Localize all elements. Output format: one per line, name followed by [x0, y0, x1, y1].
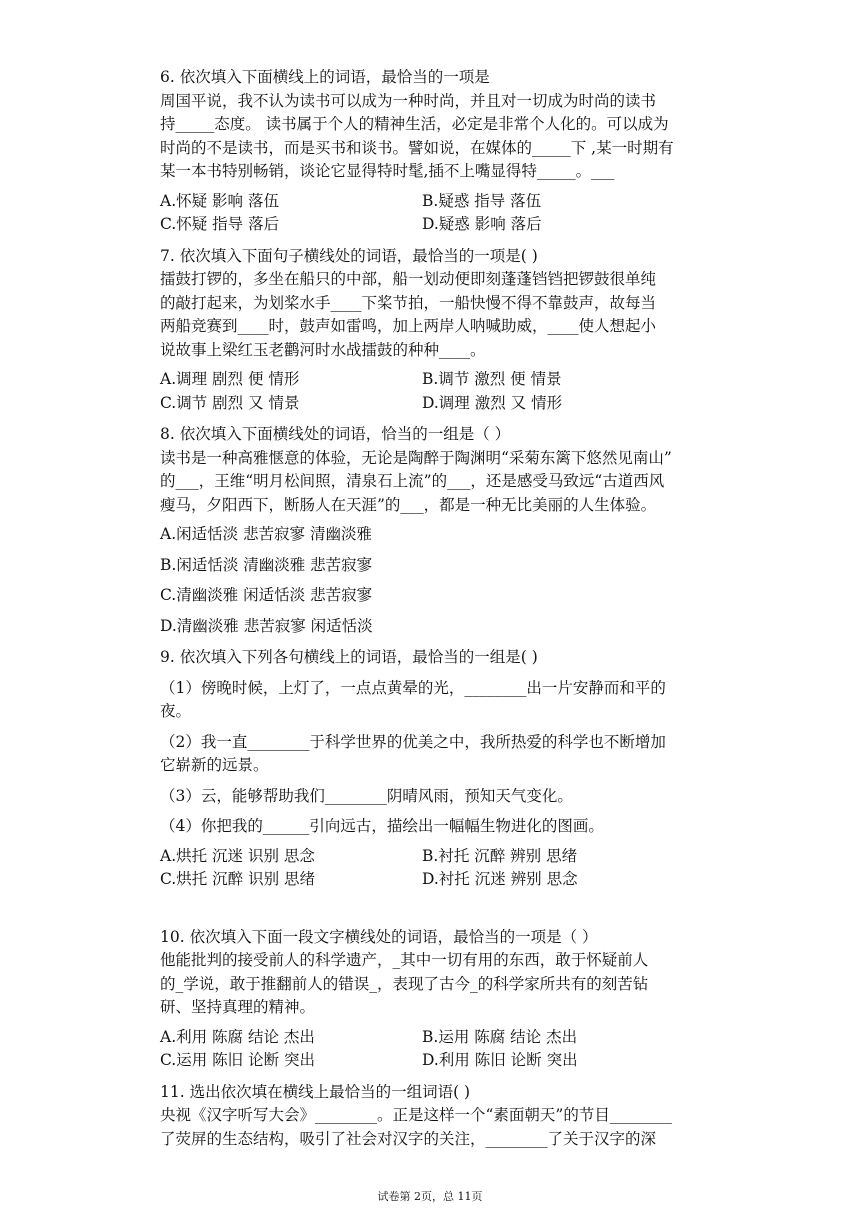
question-7: [160, 245, 740, 416]
question-title: 9. 依次填入下列各句横线上的词语，最恰当的一组是( ): [160, 648, 538, 666]
passage-line: 它崭新的远景。: [160, 756, 269, 774]
passage-line: 擂鼓打锣的，多坐在船只的中部，船一划动便即刻蓬蓬铛铛把锣鼓很单纯: [160, 270, 657, 288]
question-title: 6. 依次填入下面横线上的词语，最恰当的一项是: [160, 68, 490, 86]
question-8: [160, 423, 740, 638]
passage-line: 的敲打起来，为划桨水手____下桨节拍，一船快慢不得不靠鼓声，故每当: [160, 293, 657, 312]
option-d: D.利用 陈旧 论断 突出: [422, 1051, 578, 1069]
passage-line: 央视《汉字听写大会》________。正是这样一个“素面朝天”的节目________: [160, 1106, 672, 1124]
options: [160, 190, 740, 237]
option-c: C.怀疑 指导 落后: [160, 215, 280, 233]
passage-line: 持_____态度。 读书属于个人的精神生活，必定是非常个人化的。可以成为: [160, 115, 669, 133]
option-c: C.清幽淡雅 闲适恬淡 悲苦寂寥: [160, 586, 373, 604]
option-a: A.利用 陈腐 结论 杰出: [160, 1027, 315, 1046]
option-b: B.闲适恬淡 清幽淡雅 悲苦寂寥: [160, 555, 373, 574]
option-a: A.烘托 沉迷 识别 思念: [160, 846, 315, 865]
passage-line: 的___，王维“明月松间照，清泉石上流”的___，还是感受马致远“古道西风: [160, 472, 665, 490]
passage-line: 说故事上梁红玉老鹳河时水战擂鼓的种种____。: [160, 340, 486, 359]
exam-page: [160, 66, 740, 1159]
spacer: [160, 900, 740, 926]
passage-line: （4）你把我的______引向远古，描绘出一幅幅生物进化的图画。: [160, 817, 604, 835]
options: [160, 845, 740, 892]
passage-line: （3）云，能够帮助我们________阴晴风雨，预知天气变化。: [160, 786, 573, 805]
sub-item-2: [160, 731, 740, 778]
passage-line: 夜。: [160, 702, 192, 720]
option-c: C.烘托 沉醉 识别 思绪: [160, 870, 316, 888]
option-b: B.调节 激烈 便 情景: [422, 370, 562, 388]
options: [160, 1026, 740, 1073]
option-a: A.调理 剧烈 便 情形: [160, 370, 300, 388]
option-c: C.调节 剧烈 又 情景: [160, 393, 300, 412]
passage-line: 的_学说，敢于推翻前人的错误_，表现了古今_的科学家所共有的刻苦钻: [160, 974, 649, 993]
sub-item-3: [160, 785, 740, 809]
question-title: 10. 依次填入下面一段文字横线处的词语，最恰当的一项是（ ）: [160, 927, 598, 946]
option-b: B.疑惑 指导 落伍: [422, 191, 542, 210]
passage-line: 了荧屏的生态结构，吸引了社会对汉字的关注，________了关于汉字的深: [160, 1129, 657, 1148]
option-d: D.清幽淡雅 悲苦寂寥 闲适恬淡: [160, 616, 373, 635]
passage-line: 研、坚持真理的精神。: [160, 998, 316, 1016]
passage-line: 两船竞赛到____时，鼓声如雷鸣，加上两岸人呐喊助威，____使人想起小: [160, 317, 657, 335]
option-d: D.衬托 沉迷 辨别 思念: [422, 870, 578, 888]
options: [160, 368, 740, 415]
passage-line: 周国平说，我不认为读书可以成为一种时尚，并且对一切成为时尚的读书: [160, 91, 657, 110]
options: [160, 523, 740, 638]
sub-item-1: [160, 677, 740, 724]
passage-line: 瘦马，夕阳西下，断肠人在天涯”的___，都是一种无比美丽的人生体验。: [160, 495, 657, 514]
passage-line: 他能批判的接受前人的科学遗产，_其中一切有用的东西，敢于怀疑前人: [160, 951, 649, 969]
option-d: D.疑惑 影响 落后: [422, 215, 542, 233]
question-6: [160, 66, 740, 237]
option-d: D.调理 激烈 又 情形: [422, 393, 563, 412]
question-11: [160, 1081, 740, 1152]
sub-item-4: [160, 815, 740, 839]
question-title: 8. 依次填入下面横线处的词语，恰当的一组是（ ）: [160, 425, 511, 443]
question-9: [160, 646, 740, 892]
page-footer: 试卷第 2页，总 11页: [377, 1190, 483, 1203]
option-c: C.运用 陈旧 论断 突出: [160, 1051, 316, 1069]
passage-line: 时尚的不是读书，而是买书和谈书。譬如说，在媒体的_____下 ,某一时期有: [160, 138, 674, 157]
question-title: 7. 依次填入下面句子横线处的词语，最恰当的一项是( ): [160, 246, 538, 265]
passage-line: （1）傍晚时候，上灯了，一点点黄晕的光，________出一片安静而和平的: [160, 678, 666, 697]
option-a: A.闲适恬淡 悲苦寂寥 清幽淡雅: [160, 525, 372, 543]
question-10: [160, 926, 740, 1073]
option-b: B.衬托 沉醉 辨别 思绪: [422, 846, 578, 865]
option-a: A.怀疑 影响 落伍: [160, 191, 279, 210]
option-b: B.运用 陈腐 结论 杰出: [422, 1027, 578, 1046]
passage-line: 读书是一种高雅惬意的体验，无论是陶醉于陶渊明“采菊东篱下悠然见南山”: [160, 448, 672, 467]
question-title: 11. 选出依次填在横线上最恰当的一组词语( ): [160, 1082, 471, 1101]
passage-line: （2）我一直________于科学世界的优美之中，我所热爱的科学也不断增加: [160, 732, 666, 751]
passage-line: 某一本书特别畅销，谈论它显得特时髦,插不上嘴显得特_____。___: [160, 162, 615, 180]
